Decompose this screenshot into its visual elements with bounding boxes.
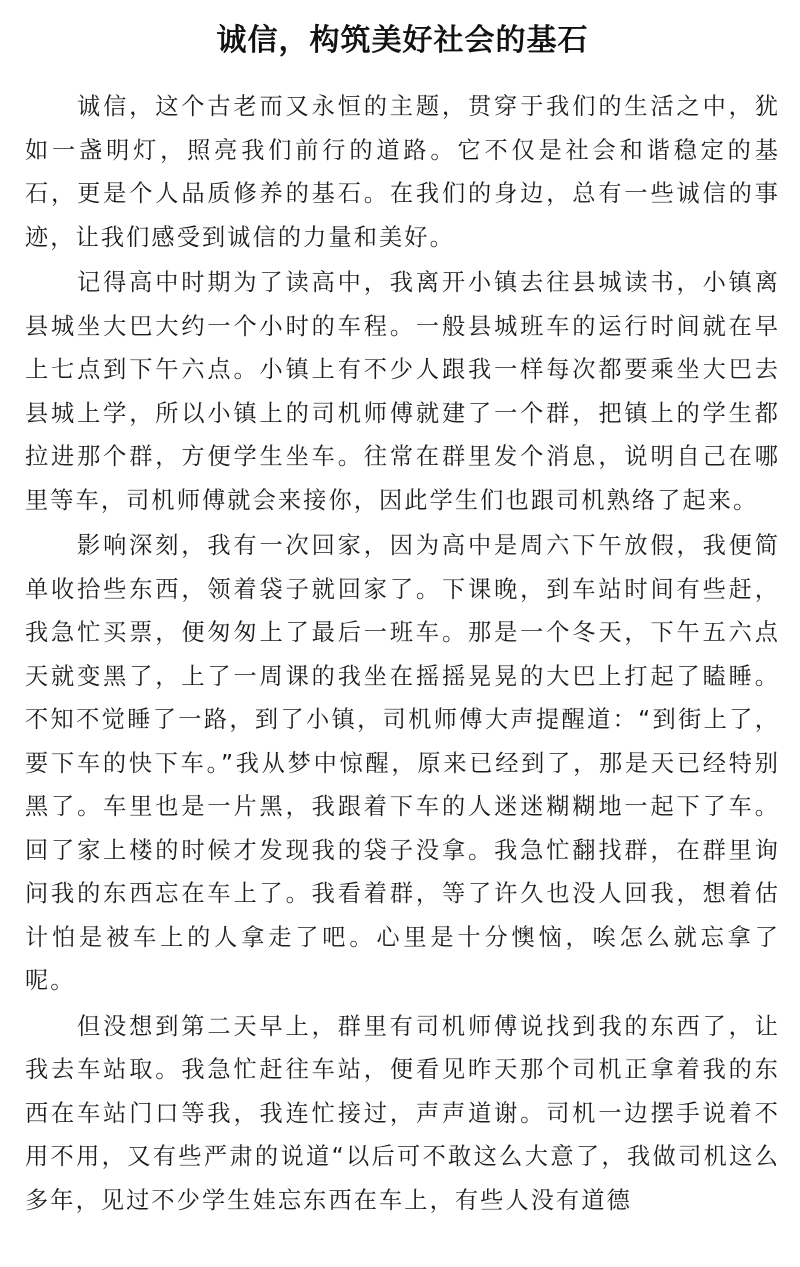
- article-title: 诚信，构筑美好社会的基石: [216, 23, 589, 58]
- article-body: [25, 85, 780, 1222]
- paragraph-4: 但没想到第二天早上，群里有司机师傅说找到我的东西了，让我去车站取。我急忙赶往车站，便看见昨天那个司机正拿着我的东西在车站门口等我，我连忙接过，声声道谢。司机一边摆手说着不用不用，又有些严肃的说道“以后可不敢这么大意了，我做司机这么多年，见过不少学生娃忘东西在车上，有些人没有道德: [25, 1012, 780, 1214]
- paragraph-2: 记得高中时期为了读高中，我离开小镇去往县城读书，小镇离县城坐大巴大约一个小时的车程。一般县城班车的运行时间就在早上七点到下午六点。小镇上有不少人跟我一样每次都要乘坐大巴去县城上学，所以小镇上的司机师傅就建了一个群，把镇上的学生都拉进那个群，方便学生坐车。往常在群里发个消息，说明自己在哪里等车，司机师傅就会来接你，因此学生们也跟司机熟络了起来。: [25, 269, 780, 514]
- paragraph-1: 诚信，这个古老而又永恒的主题，贯穿于我们的生活之中，犹如一盏明灯，照亮我们前行的道路。它不仅是社会和谐稳定的基石，更是个人品质修养的基石。在我们的身边，总有一些诚信的事迹，让我们感受到诚信的力量和美好。: [25, 93, 780, 251]
- paragraph-3: 影响深刻，我有一次回家，因为高中是周六下午放假，我便简单收拾些东西，领着袋子就回家了。下课晚，到车站时间有些赶，我急忙买票，便匆匆上了最后一班车。那是一个冬天，下午五六点天就变黑了，上了一周课的我坐在摇摇晃晃的大巴上打起了瞌睡。不知不觉睡了一路，到了小镇，司机师傅大声提醒道：“到街上了，要下车的快下车。”我从梦中惊醒，原来已经到了，那是天已经特别黑了。车里也是一片黑，我跟着下车的人迷迷糊糊地一起下了车。回了家上楼的时候才发现我的袋子没拿。我急忙翻找群，在群里询问我的东西忘在车上了。我看着群，等了许久也没人回我，想着估计怕是被车上的人拿走了吧。心里是十分懊恼，唉怎么就忘拿了呢。: [25, 532, 780, 994]
